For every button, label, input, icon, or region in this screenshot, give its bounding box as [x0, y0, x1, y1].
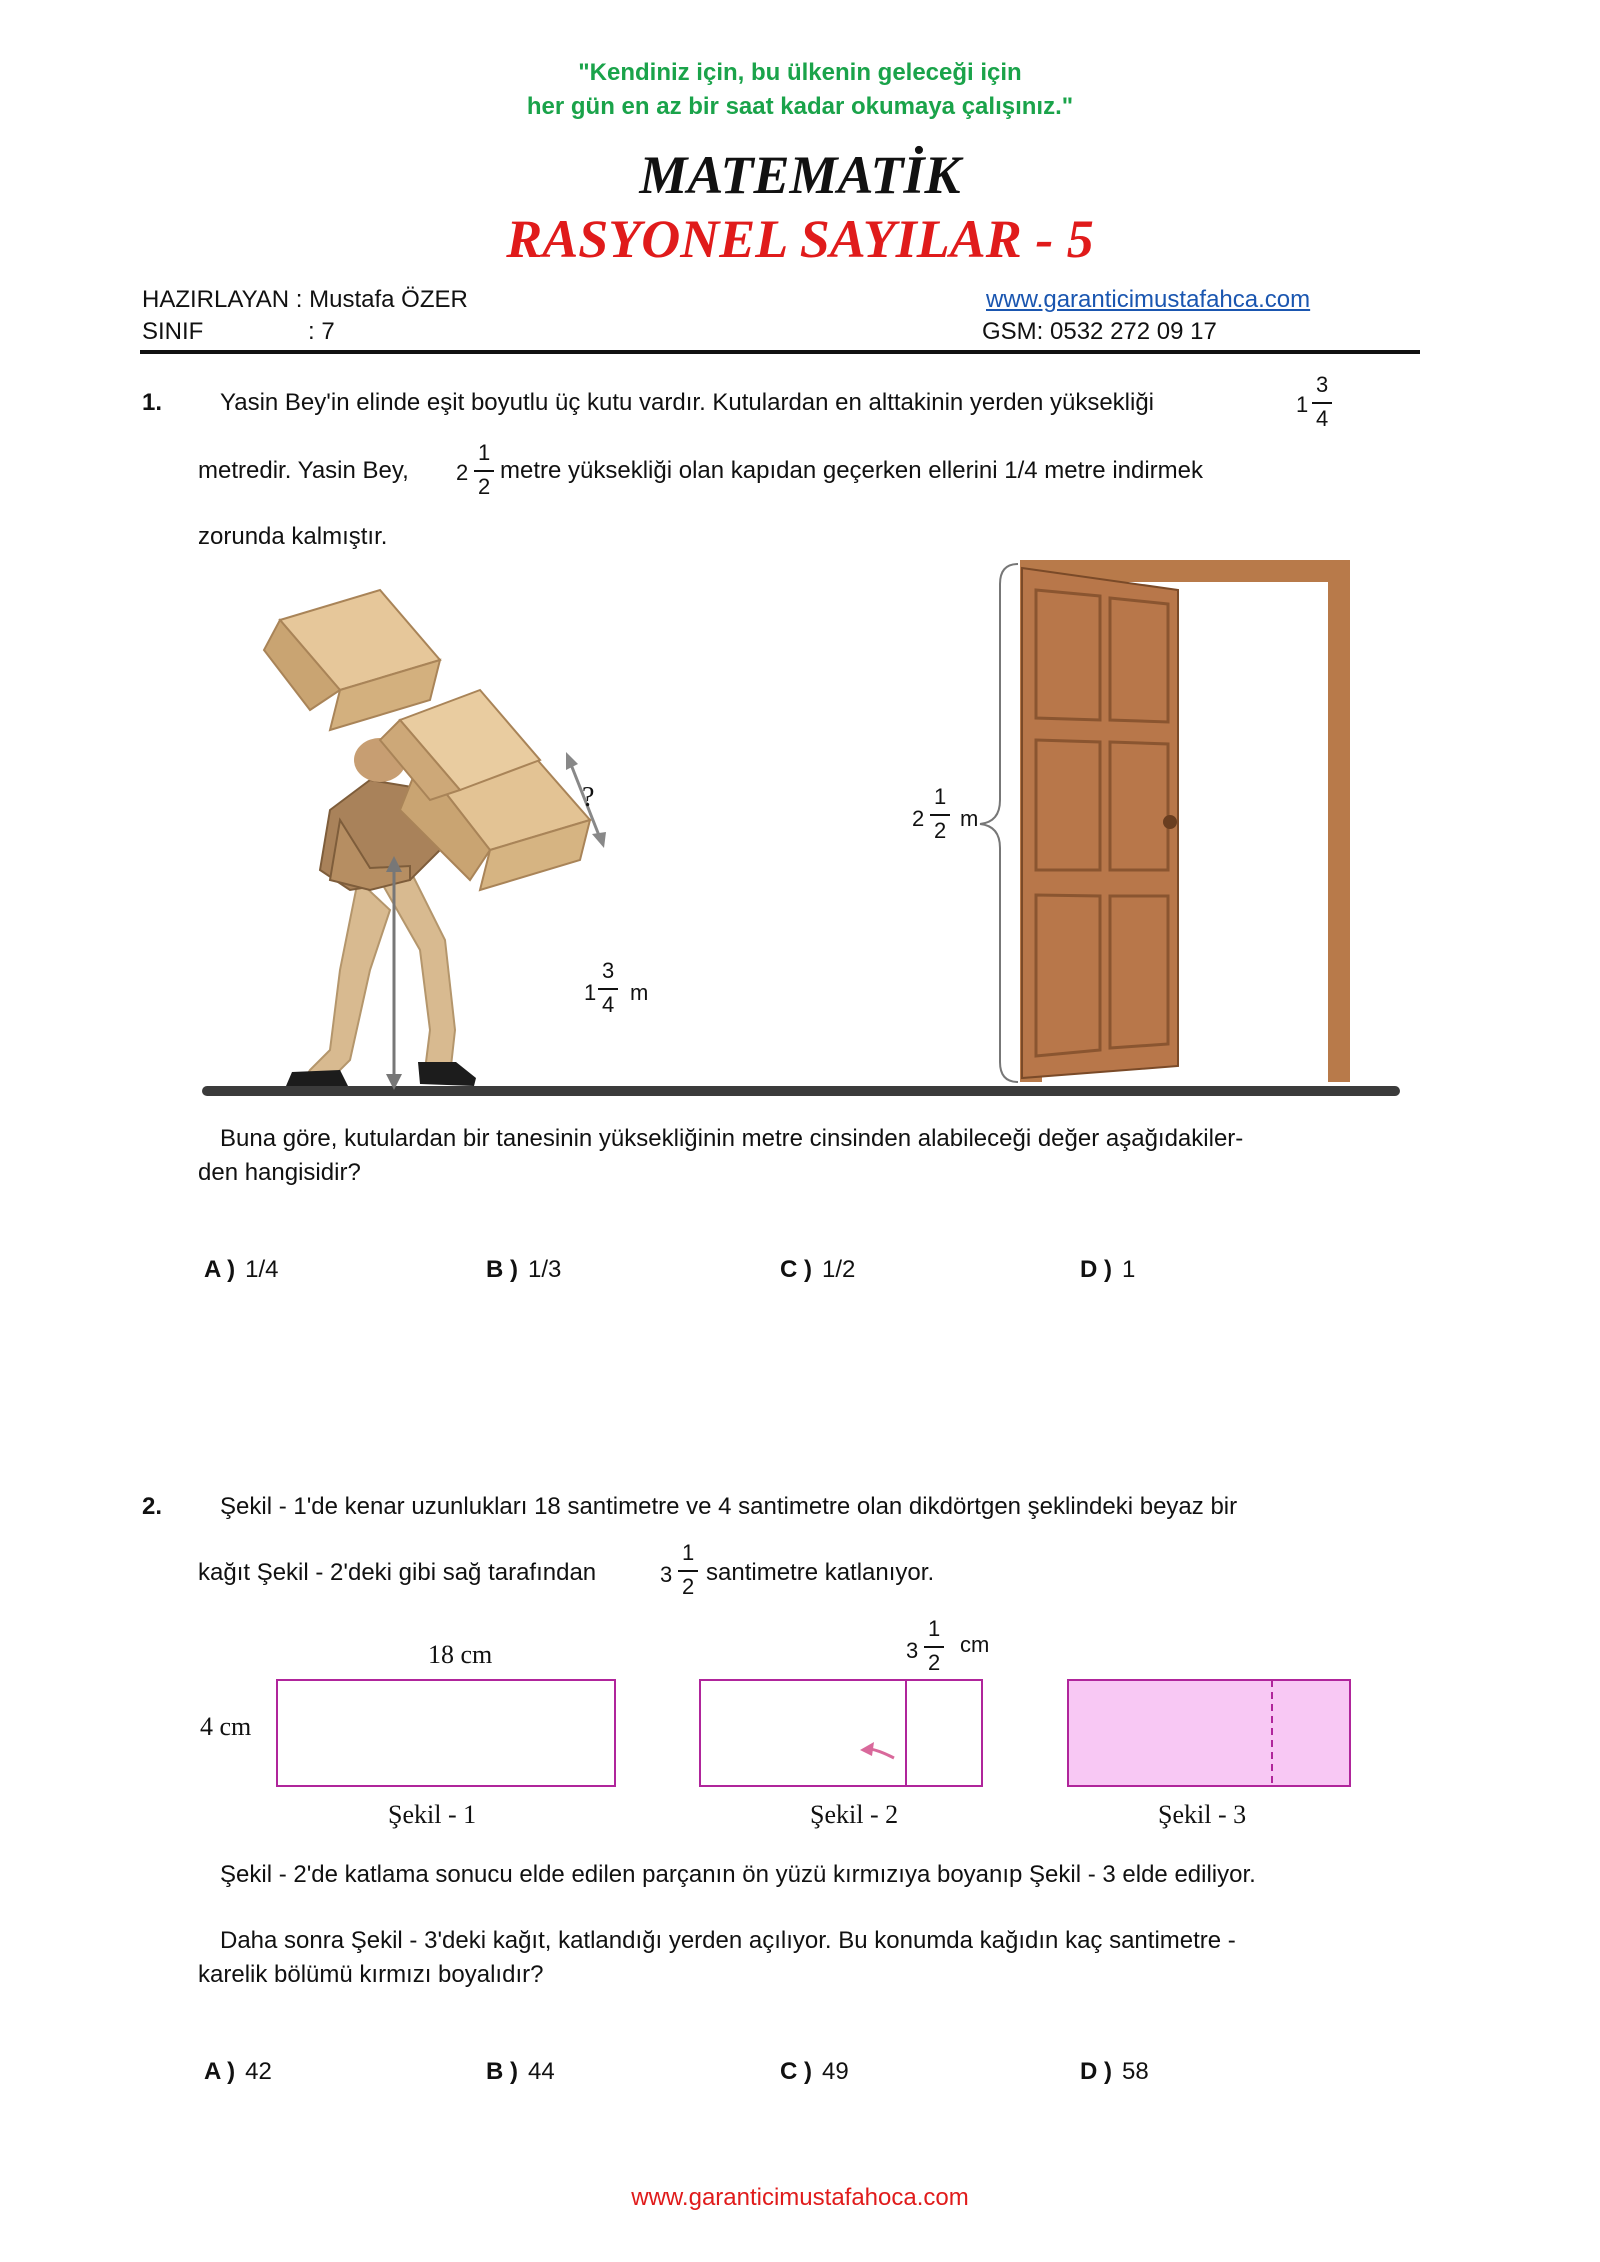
- fig2-fold-label: 3 1 2 cm: [906, 1616, 990, 1675]
- q1-line-2-pre: metredir. Yasin Bey,: [198, 457, 409, 484]
- q2-line-1: Şekil - 1'de kenar uzunlukları 18 santimetre ve 4 santimetre olan dikdörtgen şeklindeki beyaz bir: [220, 1493, 1238, 1520]
- q1-answer-b[interactable]: B ) 1/3: [486, 1256, 562, 1283]
- header-divider: [140, 350, 1420, 354]
- q2-answer-a[interactable]: A ) 42: [204, 2058, 272, 2085]
- q1-answer-a[interactable]: A ) 1/4: [204, 1256, 279, 1283]
- door-figure: [1020, 560, 1350, 1082]
- q2-answer-b[interactable]: B ) 44: [486, 2058, 555, 2085]
- q1-line-3: zorunda kalmıştır.: [198, 523, 388, 550]
- q1-fraction-height: 1 3 4: [1296, 374, 1336, 434]
- q1-answer-d[interactable]: D ) 1: [1080, 1256, 1136, 1283]
- q2-line-2-pre: kağıt Şekil - 2'deki gibi sağ tarafından: [198, 1559, 597, 1586]
- q1-illustration: [180, 550, 1420, 1110]
- gsm-number: GSM: 0532 272 09 17: [982, 318, 1217, 345]
- fig1-width-label: 18 cm: [428, 1640, 493, 1669]
- quote-line-2: her gün en az bir saat kadar okumaya çalışınız.": [526, 93, 1074, 120]
- q2-figures: [270, 1676, 1360, 1794]
- q1-question-line-1: Buna göre, kutulardan bir tanesinin yüksekliğinin metre cinsinden alabileceği değer aşağıdakiler-: [220, 1125, 1244, 1152]
- q2-paragraph-2-line-1: Daha sonra Şekil - 3'deki kağıt, katlandığı yerden açılıyor. Bu konumda kağıdın kaç santimetre -: [220, 1927, 1236, 1954]
- subject-title: MATEMATİK: [639, 145, 961, 205]
- q2-fraction-fold: 3 1 2: [660, 1544, 704, 1604]
- q1-fraction-door: 2 1 2: [456, 442, 496, 502]
- door-height-label: 2 1 2 m: [912, 784, 979, 843]
- q1-answer-c[interactable]: C ) 1/2: [780, 1256, 856, 1283]
- class-label: SINIF: [142, 318, 204, 345]
- fig1-height-label: 4 cm: [200, 1712, 252, 1741]
- q1-question-line-2: den hangisidir?: [198, 1159, 361, 1186]
- quote-line-1: "Kendiniz için, bu ülkenin geleceği için: [578, 59, 1022, 86]
- fig1-caption: Şekil - 1: [388, 1800, 477, 1829]
- q1-line-1: Yasin Bey'in elinde eşit boyutlu üç kutu vardır. Kutulardan en alttakinin yerden yüksekliği: [220, 389, 1155, 416]
- header-website-link[interactable]: www.garanticimustafahca.com: [986, 286, 1311, 313]
- box-height-question-mark: ?: [582, 782, 595, 813]
- q2-paragraph-2-line-2: karelik bölümü kırmızı boyalıdır?: [198, 1961, 544, 1988]
- fig2-rectangle: [700, 1680, 982, 1786]
- q2-line-2-post: santimetre katlanıyor.: [706, 1559, 935, 1586]
- q2-answer-d[interactable]: D ) 58: [1080, 2058, 1149, 2085]
- q2-number: 2.: [142, 1493, 163, 1520]
- fig3-caption: Şekil - 3: [1158, 1800, 1247, 1829]
- fig1-rectangle: [277, 1680, 615, 1786]
- box-base-height-label: 1 3 4 m: [584, 958, 649, 1017]
- author-label: HAZIRLAYAN : Mustafa ÖZER: [142, 286, 468, 313]
- fig3-rectangle: [1068, 1680, 1350, 1786]
- q2-paragraph-1: Şekil - 2'de katlama sonucu elde edilen parçanın ön yüzü kırmızıya boyanıp Şekil - 3 elde ediliyor.: [220, 1861, 1256, 1888]
- q2-answer-c[interactable]: C ) 49: [780, 2058, 849, 2085]
- q1-line-2-post: metre yüksekliği olan kapıdan geçerken ellerini 1/4 metre indirmek: [500, 457, 1204, 484]
- q1-number: 1.: [142, 389, 163, 416]
- class-value: : 7: [308, 318, 335, 345]
- fig2-caption: Şekil - 2: [810, 1800, 899, 1829]
- footer-website-link[interactable]: www.garanticimustafahoca.com: [631, 2184, 969, 2211]
- topic-title: RASYONEL SAYILAR - 5: [506, 209, 1094, 269]
- ground-line: [202, 1086, 1400, 1096]
